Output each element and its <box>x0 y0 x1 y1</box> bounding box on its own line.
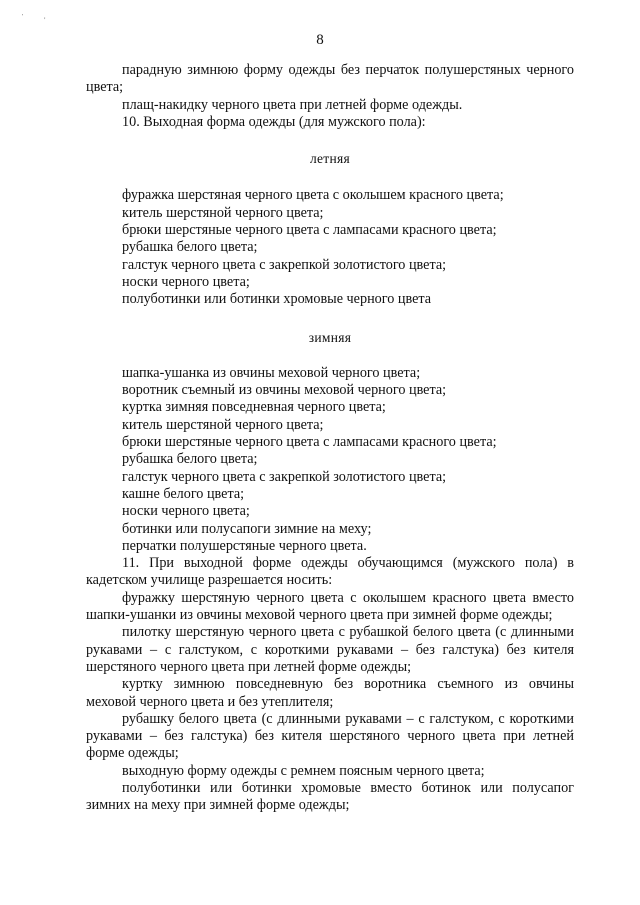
list-item: воротник съемный из овчины меховой черного цвета; <box>122 382 447 399</box>
paragraph: парадную зимнюю форму одежды без перчаток полушерстяных черного цвета; <box>86 62 574 96</box>
section-11 <box>86 555 574 814</box>
scan-artifact: ' <box>22 14 24 20</box>
list-item: рубашка белого цвета; <box>122 451 258 468</box>
document-body <box>86 62 574 815</box>
paragraph: 10. Выходная форма одежды (для мужского пола): <box>122 113 426 130</box>
list-item: куртка зимняя повседневная черного цвета; <box>122 399 386 416</box>
list-item: фуражка шерстяная черного цвета с околышем красного цвета; <box>122 187 504 204</box>
list-item: полуботинки или ботинки хромовые черного цвета <box>122 291 432 308</box>
list-item: галстук черного цвета с закрепкой золотистого цвета; <box>122 256 447 273</box>
paragraph: 11. При выходной форме одежды обучающимся (мужского пола) в кадетском училище разрешается носить: <box>86 555 574 589</box>
paragraph: куртку зимнюю повседневную без воротника съемного из овчины меховой черного цвета и без утеплителя; <box>86 676 574 710</box>
paragraph: полуботинки или ботинки хромовые вместо ботинок или полусапог зимних на меху при зимней форме одежды; <box>86 779 574 814</box>
list-item: галстук черного цвета с закрепкой золотистого цвета; <box>122 468 447 485</box>
page-number: 8 <box>316 32 324 48</box>
list-item: кашне белого цвета; <box>122 485 245 502</box>
section-heading-winter: зимняя <box>308 329 352 345</box>
paragraph: плащ-накидку черного цвета при летней форме одежды. <box>122 96 463 113</box>
paragraph: выходную форму одежды с ремнем поясным черного цвета; <box>122 762 485 779</box>
paragraph: пилотку шерстяную черного цвета с рубашкой белого цвета (с длинными рукавами – с галстуком, с короткими рукавами – без галстука) без кителя шерстяного черного цвета при летней форме одежды; <box>86 624 574 675</box>
list-item: ботинки или полусапоги зимние на меху; <box>122 520 372 537</box>
list-item: рубашка белого цвета; <box>122 239 258 256</box>
list-item: брюки шерстяные черного цвета с лампасами красного цвета; <box>122 222 497 239</box>
list-item: шапка-ушанка из овчины меховой черного цвета; <box>122 364 421 381</box>
section-heading-summer: летняя <box>309 151 351 167</box>
paragraph: рубашку белого цвета (с длинными рукавами – с галстуком, с короткими рукавами – без галстука) без кителя шерстяного черного цвета при летней форме одежды; <box>86 710 574 762</box>
list-item: китель шерстяной черного цвета; <box>122 204 324 221</box>
scan-artifact: , <box>44 14 46 20</box>
list-item: китель шерстяной черного цвета; <box>122 416 324 433</box>
winter-items-list <box>86 365 574 555</box>
summer-items-list <box>86 187 574 308</box>
list-item: перчатки полушерстяные черного цвета. <box>122 537 367 554</box>
list-item: носки черного цвета; <box>122 503 250 520</box>
paragraph: фуражку шерстяную черного цвета с околышем красного цвета вместо шапки-ушанки из овчины меховой черного цвета при зимней форме одежды; <box>86 589 574 624</box>
list-item: носки черного цвета; <box>122 273 250 290</box>
list-item: брюки шерстяные черного цвета с лампасами красного цвета; <box>122 434 497 451</box>
